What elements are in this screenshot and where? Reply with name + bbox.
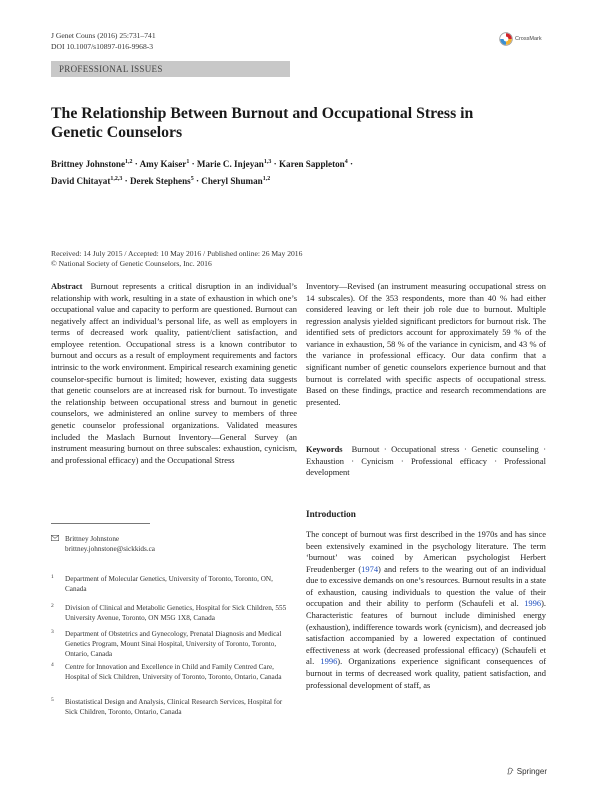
abstract-text: Burnout represents a critical disruption in an individual’s relationship with work, resulting in a state of exhaustion in which one’s occupational value and capacity to perform are questioned. Burnout can negatively affect an individual’s personal life, as well as employers in terms of decreased work quality, patient/client satisfaction, and employee retention. Occupational stress is a known contributor to burnout and occurs as a result of employment requirements and factors intrinsic to the work environment. Empirical research examining genetic counselor-specific burnout is limited; however, existing data suggests that genetic counselors are at increased risk for burnout. To investigate the relationship between occupational stress and burnout in genetic counselors, we administered an online survey to members of three genetic counselor professional organizations. Validated measures included the Maslach Burnout Inventory—General Survey (an instrument measuring burnout on three subscales: exhaustion, cynicism, and professional efficacy) and the Occupational Stress (51, 281, 297, 465)
envelope-icon (51, 535, 59, 541)
doi-line: DOI 10.1007/s10897-016-9968-3 (51, 42, 154, 51)
copyright-line: © National Society of Genetic Counselors, Inc. 2016 (51, 259, 212, 268)
keywords-text: Burnout · Occupational stress · Genetic counseling · Exhaustion · Cynicism · Professional efficacy · Professional development (306, 444, 547, 478)
author[interactable]: Amy Kaiser$^1$ (139, 159, 190, 170)
citation-link[interactable]: 1996 (524, 598, 542, 609)
dates-line: Received: 14 July 2015 / Accepted: 10 May 2016 / Published online: 26 May 2016 (51, 249, 303, 258)
keywords-block (306, 444, 546, 479)
journal-citation: J Genet Couns (2016) 25:731–741 (51, 31, 156, 40)
publisher-name: Springer (516, 766, 547, 776)
section-banner-label: PROFESSIONAL ISSUES (59, 64, 163, 74)
author[interactable]: Marie C. Injeyan$^{1,3}$ (196, 159, 272, 170)
section-banner (51, 61, 290, 77)
citation-link[interactable]: 1996 (320, 656, 338, 667)
crossmark-badge[interactable] (499, 32, 555, 46)
corresponding-author (51, 534, 291, 554)
author[interactable]: David Chitayat$^{1,2,3}$ (51, 175, 123, 186)
contact-name: Brittney Johnstone (65, 535, 120, 543)
author[interactable]: Brittney Johnstone$^{1,2}$ (51, 159, 133, 170)
crossmark-label: CrossMark (515, 36, 542, 42)
publication-dates (51, 249, 471, 269)
contact-email[interactable]: brittney.johnstone@sickkids.ca (65, 545, 155, 553)
abstract-heading: Abstract (51, 281, 83, 291)
crossmark-icon (499, 32, 513, 46)
abstract-left-column (51, 281, 297, 466)
introduction-body: The concept of burnout was first described in the 1970s and has since been extensively examined in the psychology literature. The term ‘burnout’ was coined by American psychologist Herbert Freudenberger (1974) and refers to the wearing out of an individual due to excessive demands on one’s resources. Burnout results in a state of exhaustion, causing individuals to question the value of their occupation and their ability to perform (Schaufeli et al. 1996). Characteristic features of burnout include diminished energy (exhaustion), indifference towards work (cynicism), and decreased job satisfaction accompanied by a lowered expectation of continued effectiveness at work (decreased professional efficacy) (Schaufeli et al. 1996). Organizations experience significant consequences of burnout in terms of decreased work quality, patient satisfaction, and professional development of staff, as (306, 529, 546, 690)
article-title: The Relationship Between Burnout and Occupational Stress in Genetic Counselors (51, 105, 474, 141)
abstract-right-column (306, 281, 546, 408)
springer-horse-icon (507, 766, 514, 776)
author[interactable]: Derek Stephens$^5$ (129, 175, 194, 186)
author[interactable]: Karen Sappleton$^4$ (278, 159, 348, 170)
publisher-logo (507, 765, 547, 777)
author[interactable]: Cheryl Shuman$^{1,2}$ (201, 175, 271, 186)
citation-link[interactable]: 1974 (361, 563, 379, 574)
abstract-continuation: Inventory—Revised (an instrument measuring occupational stress on 14 subscales). Of the 353 respondents, more than 40 % had either considered leaving or left their job role due to burnout. Multiple regression analysis yielded significant predictors for burnout risk. The identified sets of predictors account for approximately 59 % of the variance in exhaustion, 58 % of the variance in cynicism, and 43 % of the variance in professional efficacy. Our data confirm that a significant number of genetic counselors experience burnout and that burnout is correlated with specific aspects of occupational stress. Based on these findings, practice and research recommendations are presented. (306, 281, 546, 407)
introduction-heading: Introduction (306, 509, 356, 519)
keywords-heading: Keywords (306, 444, 343, 454)
footnote-divider (51, 523, 150, 524)
author-list: Brittney Johnstone$^{1,2}$ · Amy Kaiser$^1$ · Marie C. Injeyan$^{1,3}$ · Karen Sappleton$^4$ · David Chitayat$^{1,2,3}$ · Derek Stephens$^5$ · Cheryl Shuman$^{1,2}$ (51, 159, 354, 186)
